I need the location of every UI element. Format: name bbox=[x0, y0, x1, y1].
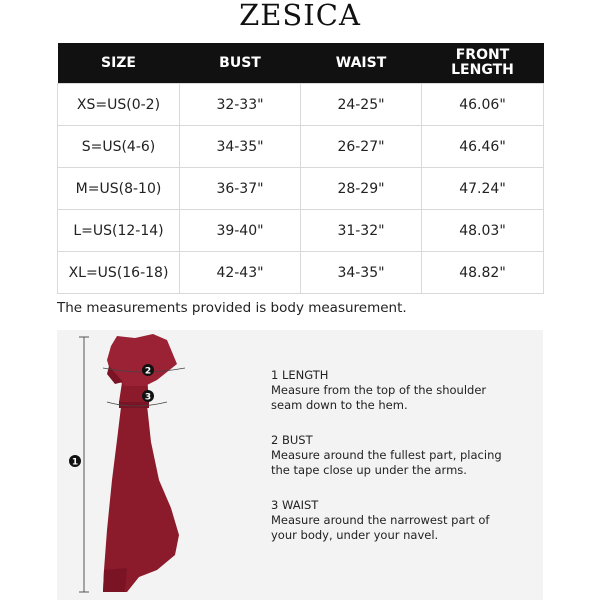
brand-logo: ZESICA bbox=[239, 0, 361, 32]
dress-skirt bbox=[103, 405, 179, 592]
instruction-length-title: 1 LENGTH bbox=[271, 368, 329, 382]
cell-front-length: 47.24" bbox=[422, 168, 544, 210]
header-front-length: FRONT LENGTH bbox=[422, 43, 544, 84]
table-row bbox=[58, 168, 544, 210]
instruction-bust bbox=[271, 433, 502, 478]
cell-waist: 24-25" bbox=[301, 84, 422, 126]
instruction-bust-body-line1: Measure around the fullest part, placing bbox=[271, 448, 502, 462]
table-row bbox=[58, 210, 544, 252]
table-row bbox=[58, 252, 544, 294]
instruction-waist-body-line2: your body, under your navel. bbox=[271, 528, 439, 542]
cell-waist: 28-29" bbox=[301, 168, 422, 210]
header-bust: BUST bbox=[180, 43, 301, 84]
header-size: SIZE bbox=[58, 43, 180, 84]
instruction-bust-title: 2 BUST bbox=[271, 433, 313, 447]
instruction-waist bbox=[271, 498, 489, 543]
cell-front-length: 46.46" bbox=[422, 126, 544, 168]
length-measure-line bbox=[79, 337, 89, 592]
cell-size: XL=US(16-18) bbox=[58, 252, 180, 294]
cell-bust: 32-33" bbox=[180, 84, 301, 126]
dress-hem-ruffle bbox=[103, 568, 127, 592]
cell-bust: 42-43" bbox=[180, 252, 301, 294]
header-waist: WAIST bbox=[301, 43, 422, 84]
cell-size: L=US(12-14) bbox=[58, 210, 180, 252]
cell-bust: 39-40" bbox=[180, 210, 301, 252]
cell-size: S=US(4-6) bbox=[58, 126, 180, 168]
instruction-length-body-line2: seam down to the hem. bbox=[271, 398, 408, 412]
cell-waist: 34-35" bbox=[301, 252, 422, 294]
cell-waist: 26-27" bbox=[301, 126, 422, 168]
cell-size: XS=US(0-2) bbox=[58, 84, 180, 126]
cell-bust: 36-37" bbox=[180, 168, 301, 210]
instruction-waist-body-line1: Measure around the narrowest part of bbox=[271, 513, 490, 527]
cell-size: M=US(8-10) bbox=[58, 168, 180, 210]
cell-bust: 34-35" bbox=[180, 126, 301, 168]
table-header-row bbox=[58, 43, 544, 84]
svg-text:1: 1 bbox=[71, 457, 79, 468]
cell-waist: 31-32" bbox=[301, 210, 422, 252]
dress-illustration bbox=[57, 330, 257, 600]
svg-text:2: 2 bbox=[144, 366, 152, 377]
measurement-guide-panel bbox=[57, 330, 543, 600]
instruction-waist-title: 3 WAIST bbox=[271, 498, 319, 512]
cell-front-length: 46.06" bbox=[422, 84, 544, 126]
cell-front-length: 48.03" bbox=[422, 210, 544, 252]
instruction-length-body-line1: Measure from the top of the shoulder bbox=[271, 383, 487, 397]
instruction-length bbox=[271, 368, 486, 413]
measurement-note: The measurements provided is body measurement. bbox=[57, 300, 407, 316]
svg-text:3: 3 bbox=[144, 392, 152, 403]
table-row bbox=[58, 84, 544, 126]
cell-front-length: 48.82" bbox=[422, 252, 544, 294]
marker-1 bbox=[69, 455, 81, 468]
size-chart-table bbox=[57, 43, 544, 294]
table-row bbox=[58, 126, 544, 168]
instruction-bust-body-line2: the tape close up under the arms. bbox=[271, 463, 467, 477]
